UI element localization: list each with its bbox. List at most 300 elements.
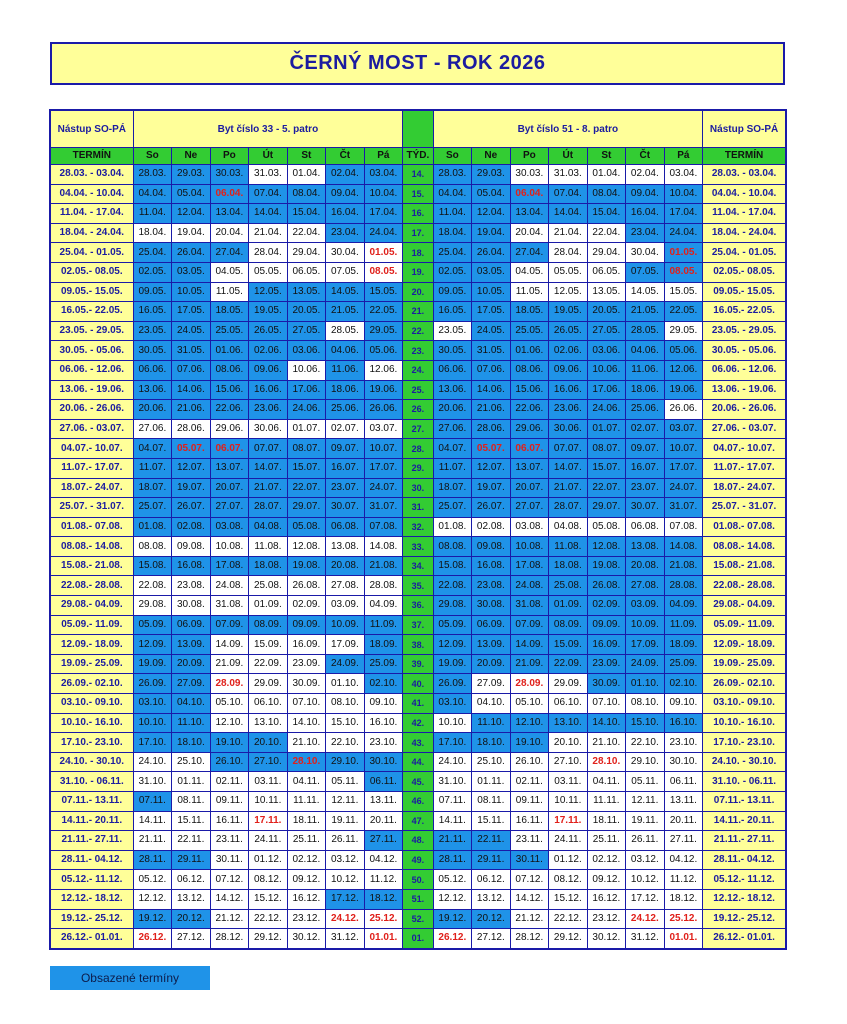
arrival-header-right: Nástup SO-PÁ (703, 110, 786, 148)
date-cell-apt33: 11.05. (210, 282, 249, 302)
date-cell-apt51: 28.10. (587, 752, 626, 772)
term-cell-right: 04.04. - 10.04. (703, 184, 786, 204)
table-row (50, 282, 786, 302)
date-cell-apt51: 26.07. (472, 498, 511, 518)
date-cell-apt51: 30.09. (587, 674, 626, 694)
date-cell-apt51: 29.11. (472, 850, 511, 870)
date-cell-apt51: 01.10. (626, 674, 665, 694)
date-cell-apt33: 08.04. (287, 184, 326, 204)
date-cell-apt33: 14.06. (172, 380, 211, 400)
date-cell-apt33: 09.07. (326, 439, 365, 459)
table-row (50, 223, 786, 243)
date-cell-apt51: 29.05. (664, 321, 703, 341)
date-cell-apt51: 06.11. (664, 772, 703, 792)
date-cell-apt33: 17.09. (326, 635, 365, 655)
date-cell-apt33: 21.07. (249, 478, 288, 498)
date-cell-apt51: 03.06. (587, 341, 626, 361)
date-cell-apt33: 26.04. (172, 243, 211, 263)
term-cell-right: 02.05.- 08.05. (703, 262, 786, 282)
date-cell-apt51: 21.11. (433, 831, 472, 851)
term-cell-right: 07.11.- 13.11. (703, 792, 786, 812)
date-cell-apt33: 17.07. (364, 458, 403, 478)
date-cell-apt51: 03.05. (472, 262, 511, 282)
date-cell-apt51: 02.07. (626, 419, 665, 439)
date-cell-apt33: 11.09. (364, 615, 403, 635)
date-cell-apt51: 21.05. (626, 302, 665, 322)
term-cell-right: 03.10.- 09.10. (703, 694, 786, 714)
date-cell-apt33: 01.06. (210, 341, 249, 361)
date-cell-apt51: 01.05. (664, 243, 703, 263)
week-number-cell: 46. (403, 792, 433, 812)
date-cell-apt51: 27.10. (549, 752, 588, 772)
date-cell-apt51: 28.06. (472, 419, 511, 439)
date-cell-apt51: 07.09. (510, 615, 549, 635)
term-cell-right: 12.12.- 18.12. (703, 889, 786, 909)
day-header: Čt (326, 148, 365, 165)
date-cell-apt33: 03.10. (133, 694, 172, 714)
term-cell-right: 01.08.- 07.08. (703, 517, 786, 537)
date-cell-apt33: 25.11. (287, 831, 326, 851)
date-cell-apt33: 14.07. (249, 458, 288, 478)
date-cell-apt51: 08.09. (549, 615, 588, 635)
table-row (50, 752, 786, 772)
date-cell-apt51: 04.10. (472, 694, 511, 714)
week-number-cell: 19. (403, 262, 433, 282)
date-cell-apt51: 21.10. (587, 733, 626, 753)
date-cell-apt33: 03.07. (364, 419, 403, 439)
table-row (50, 674, 786, 694)
date-cell-apt51: 11.07. (433, 458, 472, 478)
term-cell-left: 04.04. - 10.04. (50, 184, 133, 204)
date-cell-apt33: 27.05. (287, 321, 326, 341)
date-cell-apt33: 07.05. (326, 262, 365, 282)
date-cell-apt51: 18.11. (587, 811, 626, 831)
date-cell-apt33: 04.12. (364, 850, 403, 870)
term-cell-right: 31.10. - 06.11. (703, 772, 786, 792)
date-cell-apt51: 01.01. (664, 929, 703, 949)
week-number-cell: 40. (403, 674, 433, 694)
week-number-cell: 26. (403, 400, 433, 420)
table-row (50, 792, 786, 812)
week-header: TÝD. (403, 148, 433, 165)
date-cell-apt33: 18.12. (364, 889, 403, 909)
date-cell-apt51: 18.05. (510, 302, 549, 322)
date-cell-apt51: 12.10. (510, 713, 549, 733)
date-cell-apt33: 27.07. (210, 498, 249, 518)
date-cell-apt33: 25.06. (326, 400, 365, 420)
date-cell-apt33: 11.06. (326, 360, 365, 380)
date-cell-apt51: 17.05. (472, 302, 511, 322)
date-cell-apt33: 26.12. (133, 929, 172, 949)
date-cell-apt33: 07.12. (210, 870, 249, 890)
date-cell-apt33: 12.07. (172, 458, 211, 478)
table-row (50, 615, 786, 635)
date-cell-apt33: 17.10. (133, 733, 172, 753)
date-cell-apt33: 05.06. (364, 341, 403, 361)
table-row (50, 243, 786, 263)
date-cell-apt33: 16.12. (287, 889, 326, 909)
date-cell-apt51: 06.04. (510, 184, 549, 204)
term-cell-left: 28.11.- 04.12. (50, 850, 133, 870)
date-cell-apt33: 03.12. (326, 850, 365, 870)
date-cell-apt33: 13.05. (287, 282, 326, 302)
date-cell-apt51: 13.08. (626, 537, 665, 557)
term-cell-left: 18.04. - 24.04. (50, 223, 133, 243)
date-cell-apt33: 18.06. (326, 380, 365, 400)
date-cell-apt33: 09.12. (287, 870, 326, 890)
date-cell-apt33: 27.11. (364, 831, 403, 851)
date-cell-apt51: 22.04. (587, 223, 626, 243)
date-cell-apt33: 02.11. (210, 772, 249, 792)
date-cell-apt33: 13.08. (326, 537, 365, 557)
term-cell-right: 04.07.- 10.07. (703, 439, 786, 459)
date-cell-apt51: 14.07. (549, 458, 588, 478)
date-cell-apt33: 09.09. (287, 615, 326, 635)
date-cell-apt33: 11.07. (133, 458, 172, 478)
date-cell-apt51: 05.10. (510, 694, 549, 714)
week-number-cell: 27. (403, 419, 433, 439)
date-cell-apt33: 10.09. (326, 615, 365, 635)
day-header: St (587, 148, 626, 165)
date-cell-apt51: 16.07. (626, 458, 665, 478)
date-cell-apt33: 07.07. (249, 439, 288, 459)
table-row (50, 321, 786, 341)
date-cell-apt51: 16.09. (587, 635, 626, 655)
date-cell-apt51: 29.07. (587, 498, 626, 518)
table-row (50, 635, 786, 655)
date-cell-apt33: 30.08. (172, 596, 211, 616)
date-cell-apt33: 21.09. (210, 654, 249, 674)
date-cell-apt51: 19.04. (472, 223, 511, 243)
date-cell-apt51: 16.12. (587, 889, 626, 909)
date-cell-apt33: 03.09. (326, 596, 365, 616)
date-cell-apt51: 23.04. (626, 223, 665, 243)
date-cell-apt33: 31.12. (326, 929, 365, 949)
table-row (50, 929, 786, 949)
date-cell-apt33: 31.05. (172, 341, 211, 361)
week-number-cell: 48. (403, 831, 433, 851)
date-cell-apt33: 13.11. (364, 792, 403, 812)
date-cell-apt51: 28.12. (510, 929, 549, 949)
date-cell-apt33: 08.08. (133, 537, 172, 557)
date-cell-apt51: 09.11. (510, 792, 549, 812)
date-cell-apt51: 31.12. (626, 929, 665, 949)
date-cell-apt33: 24.05. (172, 321, 211, 341)
date-cell-apt51: 24.04. (664, 223, 703, 243)
date-cell-apt51: 26.10. (510, 752, 549, 772)
date-cell-apt51: 04.06. (626, 341, 665, 361)
date-cell-apt51: 09.05. (433, 282, 472, 302)
date-cell-apt51: 19.11. (626, 811, 665, 831)
term-cell-right: 05.09.- 11.09. (703, 615, 786, 635)
date-cell-apt33: 02.05. (133, 262, 172, 282)
date-cell-apt51: 14.06. (472, 380, 511, 400)
date-cell-apt33: 18.10. (172, 733, 211, 753)
date-cell-apt51: 10.09. (626, 615, 665, 635)
date-cell-apt33: 05.12. (133, 870, 172, 890)
date-cell-apt33: 06.08. (326, 517, 365, 537)
date-cell-apt33: 20.04. (210, 223, 249, 243)
date-cell-apt33: 26.10. (210, 752, 249, 772)
date-cell-apt51: 16.10. (664, 713, 703, 733)
date-cell-apt33: 07.11. (133, 792, 172, 812)
table-row (50, 184, 786, 204)
date-cell-apt51: 10.07. (664, 439, 703, 459)
table-row (50, 870, 786, 890)
date-cell-apt51: 01.12. (549, 850, 588, 870)
date-cell-apt51: 09.06. (549, 360, 588, 380)
date-cell-apt33: 20.05. (287, 302, 326, 322)
term-cell-right: 17.10.- 23.10. (703, 733, 786, 753)
date-cell-apt51: 15.11. (472, 811, 511, 831)
date-cell-apt33: 06.06. (133, 360, 172, 380)
term-cell-right: 22.08.- 28.08. (703, 576, 786, 596)
date-cell-apt51: 08.10. (626, 694, 665, 714)
date-cell-apt51: 19.07. (472, 478, 511, 498)
date-cell-apt51: 23.10. (664, 733, 703, 753)
week-number-cell: 18. (403, 243, 433, 263)
date-cell-apt33: 13.07. (210, 458, 249, 478)
date-cell-apt51: 21.08. (664, 556, 703, 576)
date-cell-apt51: 02.08. (472, 517, 511, 537)
day-header: Po (210, 148, 249, 165)
date-cell-apt33: 17.08. (210, 556, 249, 576)
date-cell-apt51: 10.12. (626, 870, 665, 890)
date-cell-apt33: 11.11. (287, 792, 326, 812)
date-cell-apt51: 29.06. (510, 419, 549, 439)
date-cell-apt33: 14.04. (249, 204, 288, 224)
term-cell-left: 08.08.- 14.08. (50, 537, 133, 557)
date-cell-apt33: 16.06. (249, 380, 288, 400)
date-cell-apt51: 24.12. (626, 909, 665, 929)
table-row (50, 850, 786, 870)
date-cell-apt51: 22.05. (664, 302, 703, 322)
date-cell-apt33: 20.06. (133, 400, 172, 420)
date-cell-apt51: 27.04. (510, 243, 549, 263)
week-number-cell: 32. (403, 517, 433, 537)
date-cell-apt33: 30.03. (210, 165, 249, 185)
day-header: So (133, 148, 172, 165)
date-cell-apt51: 11.12. (664, 870, 703, 890)
date-cell-apt51: 15.06. (510, 380, 549, 400)
table-row (50, 576, 786, 596)
date-cell-apt51: 26.05. (549, 321, 588, 341)
date-cell-apt51: 07.08. (664, 517, 703, 537)
term-cell-left: 28.03. - 03.04. (50, 165, 133, 185)
date-cell-apt51: 14.10. (587, 713, 626, 733)
term-cell-right: 19.09.- 25.09. (703, 654, 786, 674)
term-cell-left: 18.07.- 24.07. (50, 478, 133, 498)
date-cell-apt33: 10.10. (133, 713, 172, 733)
date-cell-apt33: 23.12. (287, 909, 326, 929)
day-header: Út (549, 148, 588, 165)
term-cell-left: 24.10. - 30.10. (50, 752, 133, 772)
date-cell-apt33: 12.04. (172, 204, 211, 224)
date-cell-apt51: 27.06. (433, 419, 472, 439)
date-cell-apt33: 08.09. (249, 615, 288, 635)
date-cell-apt33: 13.12. (172, 889, 211, 909)
term-cell-right: 15.08.- 21.08. (703, 556, 786, 576)
date-cell-apt33: 19.08. (287, 556, 326, 576)
date-cell-apt51: 15.09. (549, 635, 588, 655)
date-cell-apt51: 18.07. (433, 478, 472, 498)
date-cell-apt51: 05.09. (433, 615, 472, 635)
date-cell-apt51: 01.06. (510, 341, 549, 361)
date-cell-apt33: 17.04. (364, 204, 403, 224)
date-cell-apt51: 07.10. (587, 694, 626, 714)
date-cell-apt33: 08.06. (210, 360, 249, 380)
date-cell-apt51: 14.04. (549, 204, 588, 224)
date-cell-apt33: 08.11. (172, 792, 211, 812)
term-cell-right: 23.05. - 29.05. (703, 321, 786, 341)
date-cell-apt33: 14.12. (210, 889, 249, 909)
date-cell-apt51: 23.12. (587, 909, 626, 929)
date-cell-apt33: 07.04. (249, 184, 288, 204)
date-cell-apt33: 23.09. (287, 654, 326, 674)
term-cell-right: 27.06. - 03.07. (703, 419, 786, 439)
date-cell-apt33: 13.09. (172, 635, 211, 655)
term-cell-right: 10.10.- 16.10. (703, 713, 786, 733)
date-cell-apt33: 23.06. (249, 400, 288, 420)
date-cell-apt51: 27.12. (472, 929, 511, 949)
date-cell-apt51: 26.12. (433, 929, 472, 949)
week-number-cell: 34. (403, 556, 433, 576)
date-cell-apt51: 12.07. (472, 458, 511, 478)
date-cell-apt51: 30.05. (433, 341, 472, 361)
term-cell-right: 11.07.- 17.07. (703, 458, 786, 478)
date-cell-apt51: 22.06. (510, 400, 549, 420)
date-cell-apt33: 28.07. (249, 498, 288, 518)
date-cell-apt33: 06.04. (210, 184, 249, 204)
term-cell-right: 19.12.- 25.12. (703, 909, 786, 929)
date-cell-apt51: 24.08. (510, 576, 549, 596)
date-cell-apt33: 03.04. (364, 165, 403, 185)
date-cell-apt33: 28.12. (210, 929, 249, 949)
date-cell-apt51: 02.10. (664, 674, 703, 694)
date-cell-apt33: 05.11. (326, 772, 365, 792)
date-cell-apt33: 19.12. (133, 909, 172, 929)
date-cell-apt51: 07.11. (433, 792, 472, 812)
date-cell-apt33: 20.10. (249, 733, 288, 753)
date-cell-apt51: 03.04. (664, 165, 703, 185)
term-cell-left: 07.11.- 13.11. (50, 792, 133, 812)
date-cell-apt33: 28.10. (287, 752, 326, 772)
day-header: Ne (472, 148, 511, 165)
date-cell-apt33: 04.08. (249, 517, 288, 537)
date-cell-apt51: 21.04. (549, 223, 588, 243)
week-number-cell: 01. (403, 929, 433, 949)
date-cell-apt33: 14.05. (326, 282, 365, 302)
date-cell-apt51: 27.08. (626, 576, 665, 596)
date-cell-apt33: 13.06. (133, 380, 172, 400)
date-cell-apt51: 18.08. (549, 556, 588, 576)
date-cell-apt33: 14.09. (210, 635, 249, 655)
term-cell-right: 14.11.- 20.11. (703, 811, 786, 831)
legend-occupied: Obsazené termíny (50, 966, 210, 990)
term-cell-left: 19.12.- 25.12. (50, 909, 133, 929)
date-cell-apt33: 08.12. (249, 870, 288, 890)
date-cell-apt51: 18.04. (433, 223, 472, 243)
term-cell-left: 12.12.- 18.12. (50, 889, 133, 909)
date-cell-apt33: 02.04. (326, 165, 365, 185)
date-cell-apt51: 05.07. (472, 439, 511, 459)
date-cell-apt51: 23.08. (472, 576, 511, 596)
date-cell-apt51: 30.11. (510, 850, 549, 870)
date-cell-apt33: 23.05. (133, 321, 172, 341)
date-cell-apt33: 03.05. (172, 262, 211, 282)
term-cell-left: 12.09.- 18.09. (50, 635, 133, 655)
date-cell-apt33: 03.08. (210, 517, 249, 537)
date-cell-apt51: 10.10. (433, 713, 472, 733)
table-row (50, 831, 786, 851)
date-cell-apt33: 30.12. (287, 929, 326, 949)
date-cell-apt33: 10.08. (210, 537, 249, 557)
date-cell-apt33: 18.04. (133, 223, 172, 243)
date-cell-apt33: 29.07. (287, 498, 326, 518)
term-cell-left: 09.05.- 15.05. (50, 282, 133, 302)
term-cell-right: 20.06. - 26.06. (703, 400, 786, 420)
date-cell-apt51: 05.04. (472, 184, 511, 204)
date-cell-apt51: 14.08. (664, 537, 703, 557)
date-cell-apt51: 02.06. (549, 341, 588, 361)
date-cell-apt33: 21.11. (133, 831, 172, 851)
date-cell-apt51: 13.11. (664, 792, 703, 812)
date-cell-apt51: 25.04. (433, 243, 472, 263)
date-cell-apt33: 30.09. (287, 674, 326, 694)
date-cell-apt33: 31.07. (364, 498, 403, 518)
date-cell-apt51: 11.10. (472, 713, 511, 733)
date-cell-apt33: 25.10. (172, 752, 211, 772)
date-cell-apt33: 21.06. (172, 400, 211, 420)
date-cell-apt33: 19.04. (172, 223, 211, 243)
date-cell-apt33: 10.07. (364, 439, 403, 459)
date-cell-apt51: 17.08. (510, 556, 549, 576)
date-cell-apt33: 15.11. (172, 811, 211, 831)
date-cell-apt33: 28.08. (364, 576, 403, 596)
date-cell-apt33: 23.11. (210, 831, 249, 851)
term-cell-left: 13.06. - 19.06. (50, 380, 133, 400)
date-cell-apt51: 26.06. (664, 400, 703, 420)
date-cell-apt33: 01.08. (133, 517, 172, 537)
week-number-cell: 35. (403, 576, 433, 596)
date-cell-apt51: 23.07. (626, 478, 665, 498)
date-cell-apt51: 14.12. (510, 889, 549, 909)
date-cell-apt33: 26.06. (364, 400, 403, 420)
date-cell-apt51: 28.11. (433, 850, 472, 870)
date-cell-apt51: 08.06. (510, 360, 549, 380)
date-cell-apt51: 08.11. (472, 792, 511, 812)
date-cell-apt51: 13.05. (587, 282, 626, 302)
date-cell-apt51: 08.08. (433, 537, 472, 557)
date-cell-apt33: 09.11. (210, 792, 249, 812)
date-cell-apt51: 30.12. (587, 929, 626, 949)
date-cell-apt33: 28.03. (133, 165, 172, 185)
date-cell-apt33: 27.12. (172, 929, 211, 949)
date-cell-apt33: 29.06. (210, 419, 249, 439)
date-cell-apt33: 07.08. (364, 517, 403, 537)
date-cell-apt33: 20.07. (210, 478, 249, 498)
week-number-cell: 42. (403, 713, 433, 733)
term-cell-right: 26.12.- 01.01. (703, 929, 786, 949)
date-cell-apt51: 28.04. (549, 243, 588, 263)
date-cell-apt33: 12.11. (326, 792, 365, 812)
date-cell-apt51: 09.09. (587, 615, 626, 635)
date-cell-apt33: 18.11. (287, 811, 326, 831)
term-cell-right: 30.05. - 05.06. (703, 341, 786, 361)
week-number-cell: 23. (403, 341, 433, 361)
date-cell-apt33: 05.08. (287, 517, 326, 537)
date-cell-apt33: 09.10. (364, 694, 403, 714)
